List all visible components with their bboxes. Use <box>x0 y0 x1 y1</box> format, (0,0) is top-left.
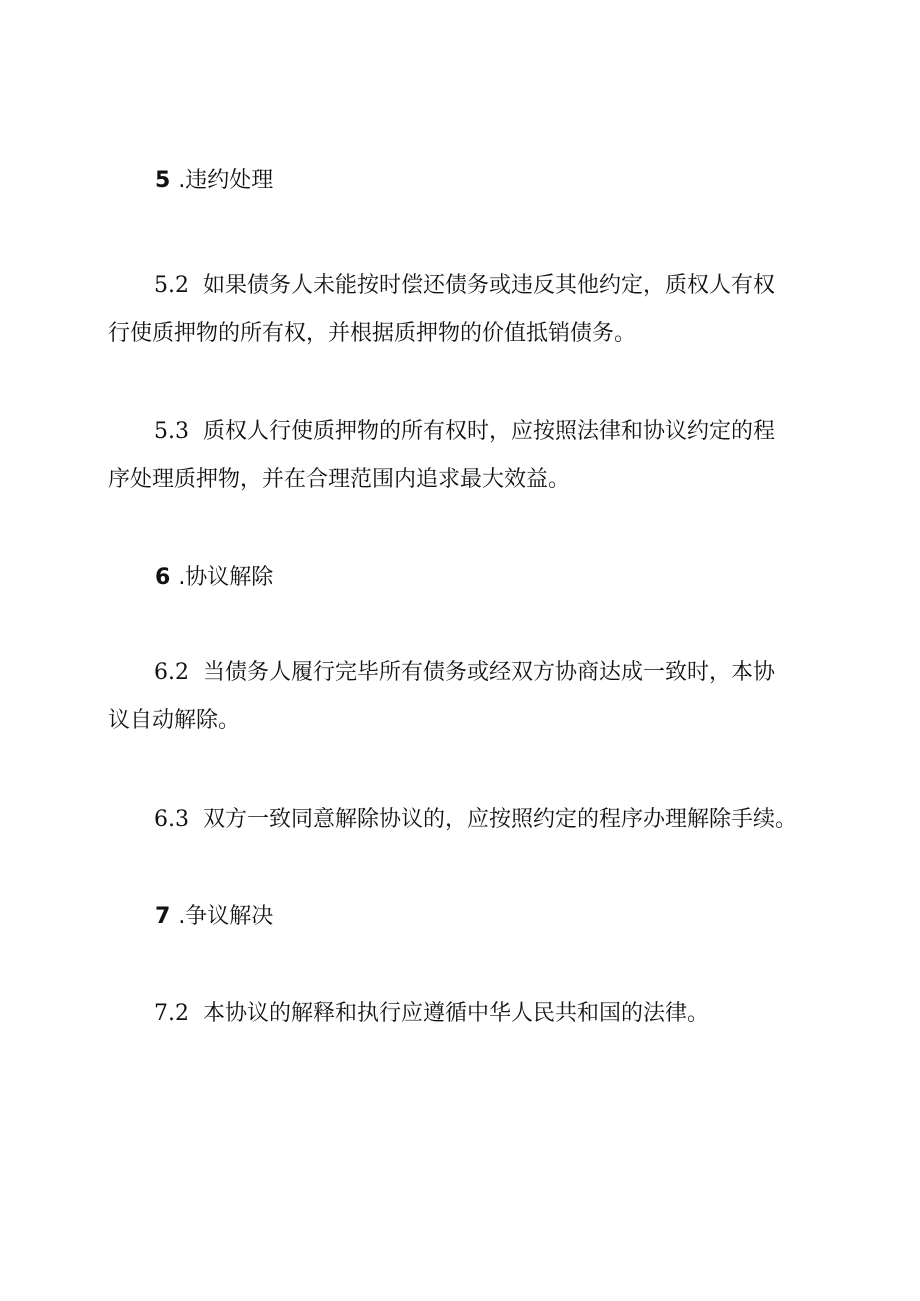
clause-line <box>108 649 828 697</box>
clause-number: 6.3 <box>154 807 189 832</box>
clause-line <box>108 262 828 310</box>
clause-number: 7.2 <box>154 1001 189 1026</box>
clause-number: 5.2 <box>154 273 189 298</box>
section-number: 6 <box>155 565 171 590</box>
clause-line <box>108 796 828 844</box>
clause-line: 序处理质押物，并在合理范围内追求最大效益。 <box>108 467 571 492</box>
section-heading-5 <box>155 166 273 196</box>
clause-text: 双方一致同意解除协议的，应按照约定的程序办理解除手续。 <box>203 807 798 832</box>
clause-number: 6.2 <box>154 660 189 685</box>
clause-line: 行使质押物的所有权，并根据质押物的价值抵销债务。 <box>108 321 637 346</box>
clause-text: 本协议的解释和执行应遵循中华人民共和国的法律。 <box>203 1001 710 1026</box>
clause-5-2 <box>108 262 828 358</box>
clause-line <box>108 990 828 1038</box>
section-number: 5 <box>155 168 171 193</box>
clause-line: 议自动解除。 <box>108 708 241 733</box>
section-heading-6 <box>155 563 273 593</box>
clause-text: 质权人行使质押物的所有权时，应按照法律和协议约定的程 <box>203 419 776 444</box>
clause-text: 如果债务人未能按时偿还债务或违反其他约定，质权人有权 <box>203 273 776 298</box>
section-title: .争议解决 <box>178 904 274 929</box>
clause-text: 当债务人履行完毕所有债务或经双方协商达成一致时，本协 <box>203 660 776 685</box>
clause-6-3 <box>108 796 828 844</box>
section-title: .违约处理 <box>178 168 274 193</box>
clause-7-2 <box>108 990 828 1038</box>
clause-5-3 <box>108 408 828 504</box>
clause-number: 5.3 <box>154 419 189 444</box>
section-title: .协议解除 <box>178 565 274 590</box>
clause-line <box>108 408 828 456</box>
section-number: 7 <box>155 904 171 929</box>
section-heading-7 <box>155 902 273 932</box>
clause-6-2 <box>108 649 828 745</box>
